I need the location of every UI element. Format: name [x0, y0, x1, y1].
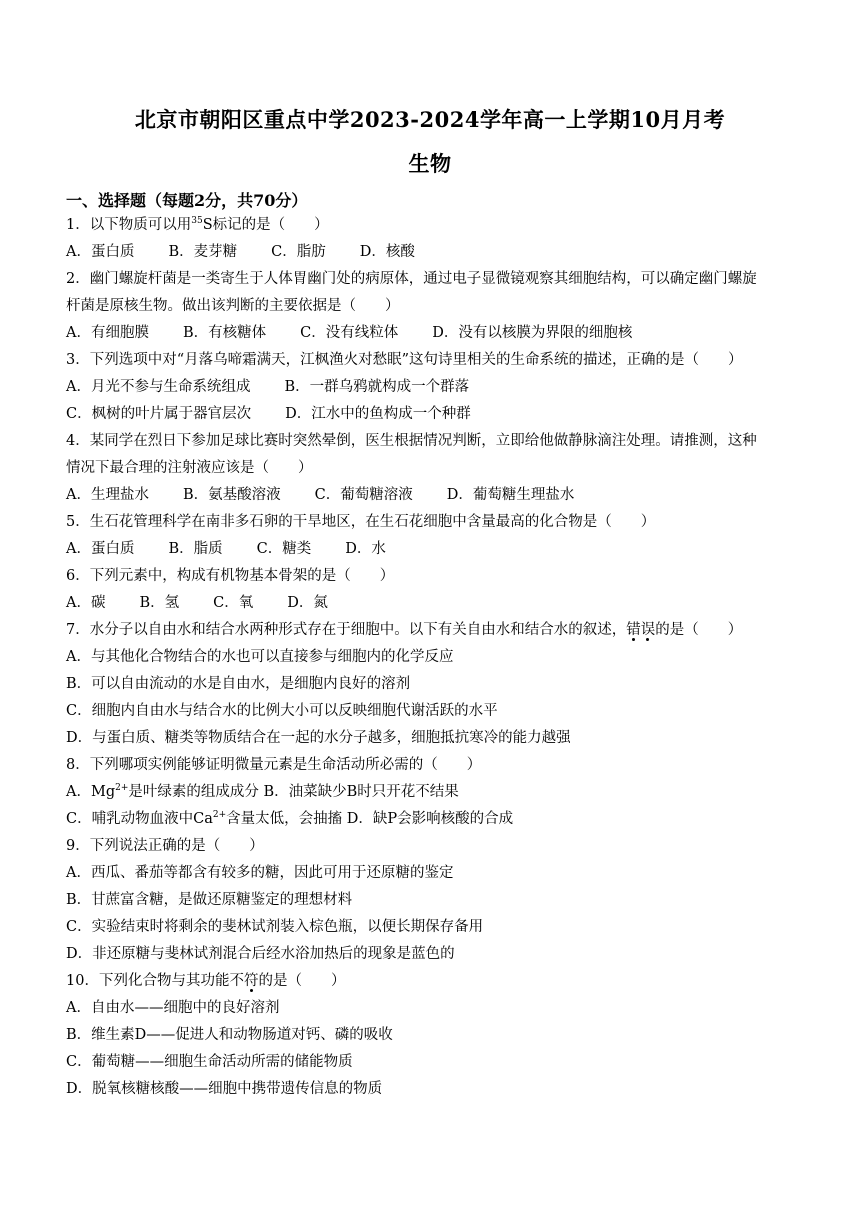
question-1-options [66, 239, 796, 266]
question-2-stem-line-1: 2．幽门螺旋杆菌是一类寄生于人体胃幽门处的病原体，通过电子显微镜观察其细胞结构，可以确定幽门螺旋 [66, 271, 757, 287]
superscript: 35 [191, 216, 203, 226]
emphasis-char: 误 [640, 622, 656, 638]
question-4-stem-line-2: 情况下最合理的注射液应该是（ ） [66, 460, 313, 476]
question-8-options-ab [66, 779, 796, 806]
text-part: S标记的是（ ） [202, 217, 329, 233]
option-a: A．生理盐水 [66, 487, 149, 503]
option-d: D．没有以核膜为界限的细胞核 [432, 325, 633, 341]
option-d: D．水 [345, 541, 386, 557]
question-4-stem-line-1: 4．某同学在烈日下参加足球比赛时突然晕倒，医生根据情况判断，立即给他做静脉滴注处理。请推测，这种 [66, 433, 757, 449]
option-b: B．脂质 [168, 541, 223, 557]
option-b: B．麦芽糖 [168, 244, 238, 260]
question-10-stem [66, 968, 796, 995]
question-3-stem: 3．下列选项中对“月落乌啼霜满天，江枫渔火对愁眠”这句诗里相关的生命系统的描述，正确的是（ ） [66, 352, 743, 368]
option-b: B．有核糖体 [182, 325, 267, 341]
question-9-option-b: B．甘蔗富含糖，是做还原糖鉴定的理想材料 [66, 892, 353, 908]
question-8-stem: 8．下列哪项实例能够证明微量元素是生命活动所必需的（ ） [66, 757, 482, 773]
question-10-option-a: A．自由水——细胞中的良好溶剂 [66, 1000, 280, 1016]
text-part: 含量太低，会抽搐 D．缺P会影响核酸的合成 [226, 811, 514, 827]
option-c: C．枫树的叶片属于器官层次 [66, 406, 252, 422]
question-5-stem: 5．生石花管理科学在南非多石卵的干旱地区，在生石花细胞中含量最高的化合物是（ ） [66, 514, 656, 530]
option-a: A．碳 [66, 595, 106, 611]
question-4-options [66, 482, 796, 509]
option-d: D．核酸 [359, 244, 415, 260]
text-part: 1．以下物质可以用 [66, 217, 192, 233]
text-part: 的是（ ） [655, 622, 743, 638]
exam-title: 北京市朝阳区重点中学2023-2024学年高一上学期10月月考 [134, 107, 726, 132]
superscript: 2+ [212, 810, 227, 820]
text-part: C．哺乳动物血液中Ca [66, 811, 213, 827]
question-3-options-row-2 [66, 401, 796, 428]
question-1-stem [66, 212, 796, 239]
question-8-options-cd [66, 806, 796, 833]
superscript: 2+ [115, 783, 129, 793]
question-7-option-a: A．与其他化合物结合的水也可以直接参与细胞内的化学反应 [66, 649, 454, 665]
question-9-option-d: D．非还原糖与斐林试剂混合后经水浴加热后的现象是蓝色的 [66, 946, 455, 962]
option-a: A．蛋白质 [66, 541, 135, 557]
option-a: A．蛋白质 [66, 244, 135, 260]
question-10-option-b: B．维生素D——促进人和动物肠道对钙、磷的吸收 [66, 1027, 393, 1043]
question-7-option-b: B．可以自由流动的水是自由水，是细胞内良好的溶剂 [66, 676, 411, 692]
question-10-option-d: D．脱氧核糖核酸——细胞中携带遗传信息的物质 [66, 1081, 383, 1097]
option-a: A．有细胞膜 [66, 325, 149, 341]
question-9-option-c: C．实验结束时将剩余的斐林试剂装入棕色瓶，以便长期保存备用 [66, 919, 484, 935]
option-c: C．没有线粒体 [300, 325, 399, 341]
question-10-option-c: C．葡萄糖——细胞生命活动所需的储能物质 [66, 1054, 353, 1070]
option-b: B．氢 [139, 595, 180, 611]
option-c: C．脂肪 [271, 244, 326, 260]
question-list [66, 212, 796, 1103]
question-7-option-c: C．细胞内自由水与结合水的比例大小可以反映细胞代谢活跃的水平 [66, 703, 498, 719]
option-c: C．葡萄糖溶液 [314, 487, 413, 503]
question-5-options [66, 536, 796, 563]
text-part: A．Mg [66, 784, 116, 800]
text-part: 10．下列化合物与其功能不 [66, 973, 244, 989]
question-3-options-row-1 [66, 374, 796, 401]
section-heading: 一、选择题（每题2分，共70分） [66, 191, 308, 210]
option-d: D．氮 [287, 595, 328, 611]
question-6-options [66, 590, 796, 617]
question-7-stem [66, 617, 796, 644]
emphasis-char: 符 [243, 973, 259, 989]
subject-title: 生物 [408, 151, 452, 176]
question-2-options [66, 320, 796, 347]
text-part: 7．水分子以自由水和结合水两种形式存在于细胞中。以下有关自由水和结合水的叙述， [66, 622, 627, 638]
text-part: 的是（ ） [258, 973, 346, 989]
option-c: C．糖类 [256, 541, 312, 557]
question-6-stem: 6．下列元素中，构成有机物基本骨架的是（ ） [66, 568, 395, 584]
option-d: D．江水中的鱼构成一个种群 [285, 406, 471, 422]
option-d: D．葡萄糖生理盐水 [446, 487, 575, 503]
emphasis-char: 错 [626, 622, 641, 638]
question-2-stem-line-2: 杆菌是原核生物。做出该判断的主要依据是（ ） [66, 298, 400, 314]
question-9-option-a: A．西瓜、番茄等都含有较多的糖，因此可用于还原糖的鉴定 [66, 865, 454, 881]
question-9-stem: 9．下列说法正确的是（ ） [66, 838, 264, 854]
text-part: 是叶绿素的组成成分 B．油菜缺少B时只开花不结果 [128, 784, 459, 800]
option-b: B．一群乌鸦就构成一个群落 [284, 379, 470, 395]
option-c: C．氧 [213, 595, 254, 611]
option-a: A．月光不参与生命系统组成 [66, 379, 251, 395]
question-7-option-d: D．与蛋白质、糖类等物质结合在一起的水分子越多，细胞抵抗寒冷的能力越强 [66, 730, 571, 746]
option-b: B．氨基酸溶液 [182, 487, 281, 503]
